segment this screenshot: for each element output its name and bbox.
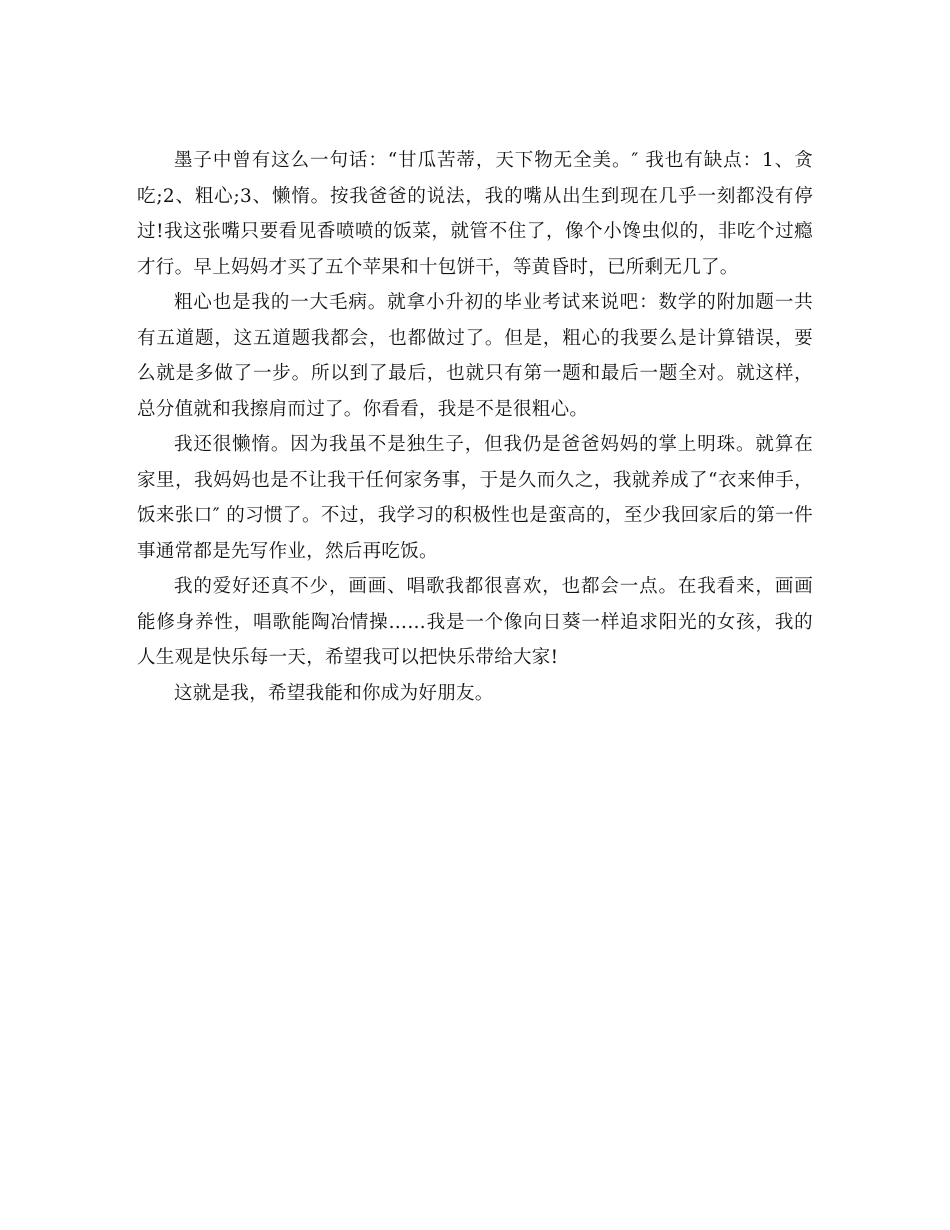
paragraph-closing: 这就是我，希望我能和你成为好朋友。 bbox=[174, 682, 494, 704]
paragraph-flaws-intro: 墨子中曾有这么一句话：“甘瓜苦蒂，天下物无全美。″ 我也有缺点：1、贪吃;2、粗心;3、懒惰。按我爸爸的说法，我的嘴从出生到现在几乎一刻都没有停过!我这张嘴只要看见香喷喷的饭菜，就管不住了，像个小馋虫似的，非吃个过瘾才行。早上妈妈才买了五个苹果和十包饼干，等黄昏时，已所剩无几了。 bbox=[137, 150, 813, 278]
document-body bbox=[137, 143, 813, 711]
paragraph-carelessness: 粗心也是我的一大毛病。就拿小升初的毕业考试来说吧：数学的附加题一共有五道题，这五道题我都会，也都做过了。但是，粗心的我要么是计算错误，要么就是多做了一步。所以到了最后，也就只有第一题和最后一题全对。就这样，总分值就和我擦肩而过了。你看看，我是不是很粗心。 bbox=[137, 292, 813, 420]
paragraph-laziness: 我还很懒惰。因为我虽不是独生子，但我仍是爸爸妈妈的掌上明珠。就算在家里，我妈妈也是不让我干任何家务事，于是久而久之，我就养成了“衣来伸手，饭来张口″ 的习惯了。不过，我学习的积极性也是蛮高的，至少我回家后的第一件事通常都是先写作业，然后再吃饭。 bbox=[137, 434, 813, 562]
paragraph-hobbies: 我的爱好还真不少，画画、唱歌我都很喜欢，也都会一点。在我看来，画画能修身养性，唱歌能陶冶情操……我是一个像向日葵一样追求阳光的女孩，我的人生观是快乐每一天，希望我可以把快乐带给大家! bbox=[137, 576, 813, 668]
